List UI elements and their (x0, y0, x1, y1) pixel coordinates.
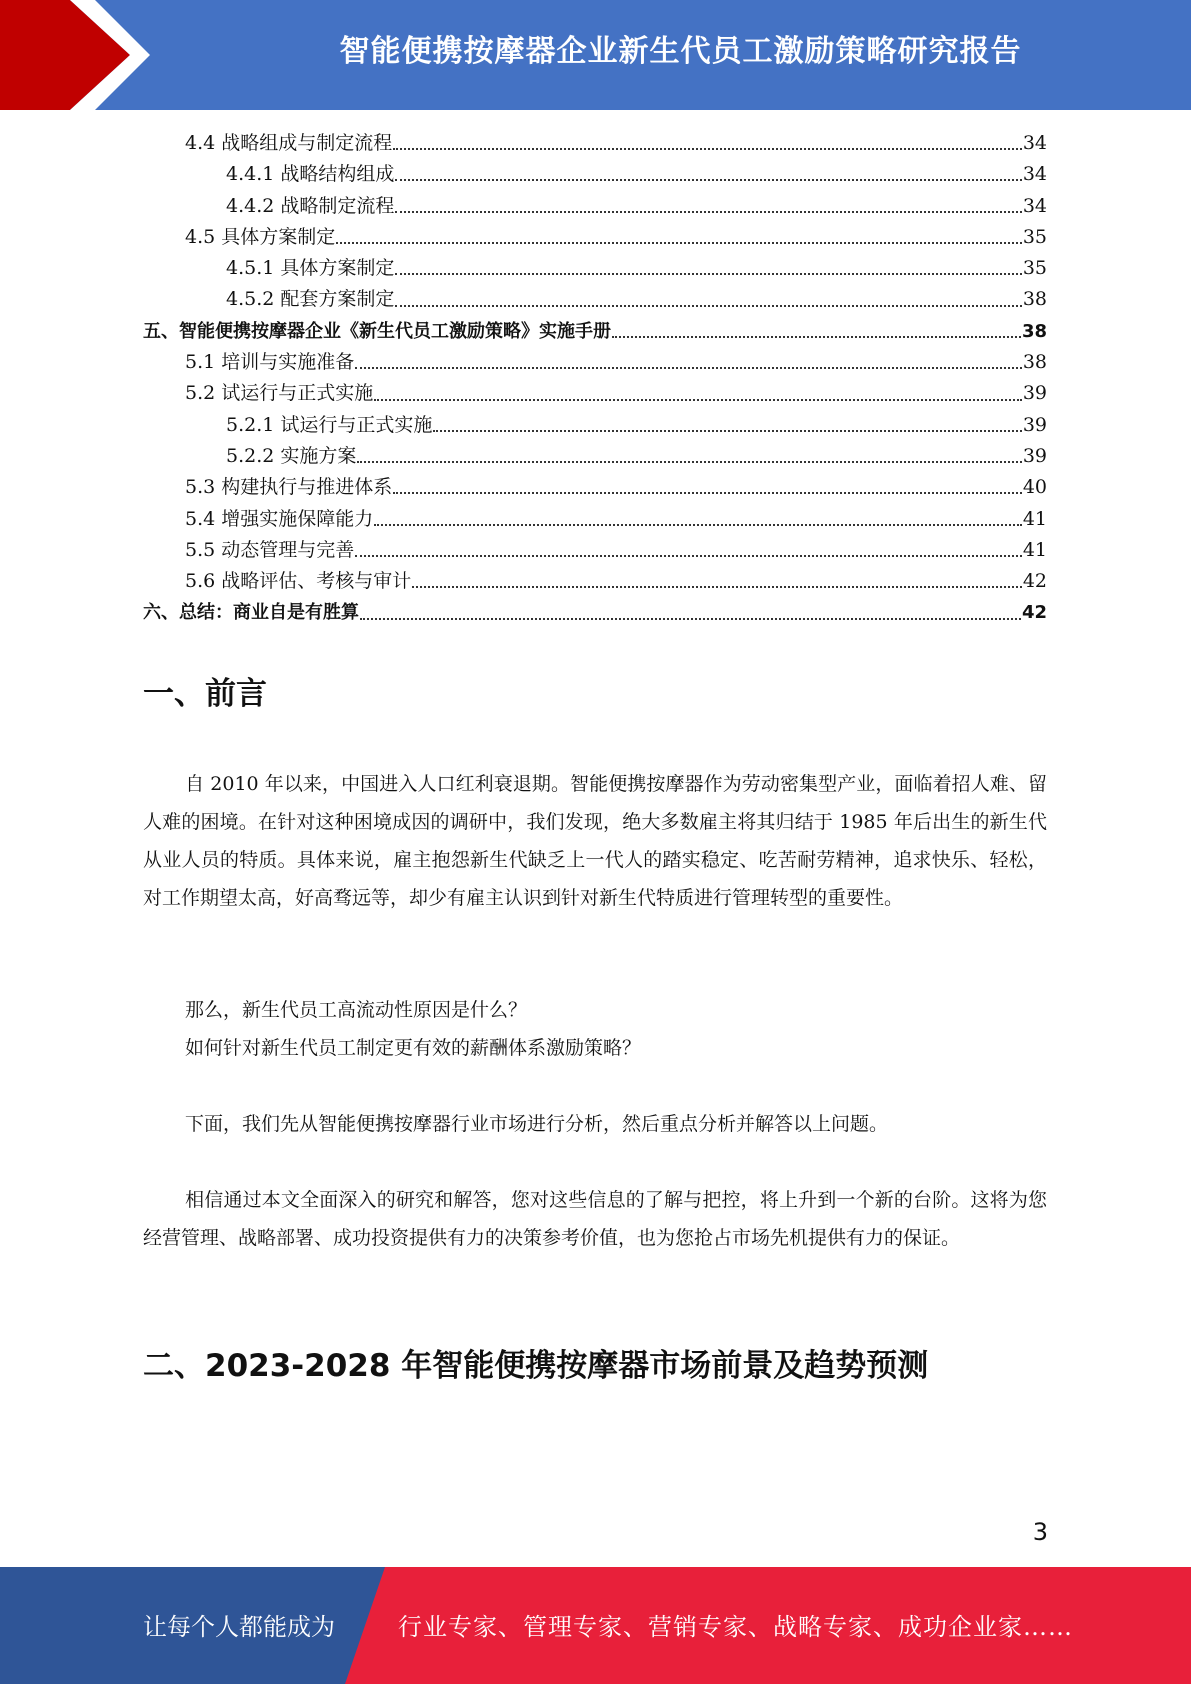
section-heading-market-forecast: 二、2023-2028 年智能便携按摩器市场前景及趋势预测 (143, 1348, 929, 1384)
toc-entry-page: 34 (1022, 132, 1047, 154)
toc-leader-dots (393, 148, 1022, 150)
toc-entry[interactable] (143, 597, 1047, 628)
toc-leader-dots (393, 492, 1022, 494)
paragraph-analysis (143, 1105, 1047, 1143)
toc-entry-label: 5.1 培训与实施准备 (185, 351, 355, 374)
toc-entry-page: 38 (1022, 288, 1047, 311)
toc-leader-dots (374, 524, 1022, 526)
toc-entry-label: 六、总结：商业自是有胜算 (143, 602, 359, 624)
toc-entry[interactable] (143, 472, 1047, 503)
paragraph-conclusion-text: 相信通过本文全面深入的研究和解答，您对这些信息的了解与把控，将上升到一个新的台阶。这将为您经营管理、战略部署、成功投资提供有力的决策参考价值，也为您抢占市场先机提供有力的保证。 (143, 1189, 1047, 1249)
paragraph-intro (143, 765, 1047, 917)
toc-entry[interactable] (143, 566, 1047, 597)
toc-entry-page: 39 (1022, 382, 1047, 405)
toc-entry-page: 41 (1022, 538, 1047, 561)
toc-leader-dots (355, 367, 1022, 369)
toc-entry[interactable] (143, 159, 1047, 190)
toc-entry-label: 5.5 动态管理与完善 (185, 538, 355, 561)
toc-entry[interactable] (143, 253, 1047, 284)
toc-leader-dots (395, 211, 1021, 213)
toc-entry[interactable] (143, 284, 1047, 315)
toc-entry-page: 40 (1022, 476, 1047, 499)
page-header (0, 0, 1191, 110)
toc-entry-label: 5.6 战略评估、考核与审计 (185, 570, 412, 593)
footer-slogan-right: 行业专家、管理专家、营销专家、战略专家、成功企业家…… (398, 1613, 1073, 1641)
toc-entry-label: 4.5.1 具体方案制定 (226, 257, 395, 280)
toc-leader-dots (412, 586, 1022, 588)
toc-leader-dots (395, 273, 1021, 275)
toc-entry-label: 五、智能便携按摩器企业《新生代员工激励策略》实施手册 (143, 320, 611, 342)
toc-leader-dots (612, 336, 1021, 338)
toc-leader-dots (395, 179, 1021, 181)
toc-entry[interactable] (143, 316, 1047, 347)
toc-entry-page: 34 (1022, 163, 1047, 186)
toc-entry[interactable] (143, 535, 1047, 566)
toc-entry-page: 41 (1022, 507, 1047, 530)
toc-entry-label: 5.2.1 试运行与正式实施 (226, 413, 433, 436)
paragraph-analysis-text: 下面，我们先从智能便携按摩器行业市场进行分析，然后重点分析并解答以上问题。 (185, 1113, 889, 1135)
toc-entry[interactable] (143, 222, 1047, 253)
toc-entry-page: 39 (1022, 413, 1047, 436)
toc-entry-label: 5.4 增强实施保障能力 (185, 507, 374, 530)
toc-entry-page: 35 (1022, 257, 1047, 280)
footer-slogan-left: 让每个人都能成为 (143, 1613, 335, 1641)
toc-leader-dots (357, 461, 1021, 463)
question-2: 如何针对新生代员工制定更有效的薪酬体系激励策略？ (185, 1037, 642, 1059)
toc-entry-page: 42 (1022, 570, 1047, 593)
report-title: 智能便携按摩器企业新生代员工激励策略研究报告 (339, 34, 1022, 69)
toc-entry[interactable] (143, 410, 1047, 441)
section-heading-preface: 一、前言 (143, 676, 267, 712)
toc-entry-label: 4.5.2 配套方案制定 (226, 288, 395, 311)
toc-leader-dots (336, 242, 1022, 244)
toc-entry-label: 5.2.2 实施方案 (226, 444, 357, 467)
toc-leader-dots (433, 430, 1021, 432)
toc-entry[interactable] (143, 191, 1047, 222)
toc-entry-page: 39 (1022, 444, 1047, 467)
toc-entry-label: 5.3 构建执行与推进体系 (185, 476, 393, 499)
toc-entry-page: 42 (1021, 602, 1047, 624)
paragraph-intro-text: 自 2010 年以来，中国进入人口红利衰退期。智能便携按摩器作为劳动密集型产业，面临着招人难、留人难的困境。在针对这种困境成因的调研中，我们发现，绝大多数雇主将其归结于 1985 年后出生的新生代从业人员的特质。具体来说，雇主抱怨新生代缺乏上一代人的踏实稳定、吃苦耐劳精神，追求快乐、轻松，对工作期望太高，好高骛远等，却少有雇主认识到针对新生代特质进行管理转型的重要性。 (143, 773, 1047, 909)
toc-entry-page: 34 (1022, 194, 1047, 217)
toc-entry[interactable] (143, 128, 1047, 159)
toc-entry-page: 35 (1022, 225, 1047, 248)
toc-entry-label: 5.2 试运行与正式实施 (185, 382, 374, 405)
toc-leader-dots (355, 555, 1022, 557)
page-number: 3 (1032, 1518, 1048, 1546)
toc-leader-dots (360, 618, 1021, 620)
toc-entry[interactable] (143, 378, 1047, 409)
page-footer (0, 1567, 1191, 1684)
toc-leader-dots (374, 399, 1022, 401)
question-1: 那么，新生代员工高流动性原因是什么？ (185, 999, 528, 1021)
toc-entry[interactable] (143, 504, 1047, 535)
table-of-contents (143, 128, 1047, 629)
toc-entry[interactable] (143, 347, 1047, 378)
toc-entry-label: 4.4.1 战略结构组成 (226, 163, 395, 186)
paragraph-conclusion (143, 1181, 1047, 1257)
toc-leader-dots (395, 305, 1021, 307)
toc-entry-page: 38 (1022, 351, 1047, 374)
toc-entry-label: 4.5 具体方案制定 (185, 225, 336, 248)
toc-entry-page: 38 (1021, 320, 1047, 342)
toc-entry-label: 4.4 战略组成与制定流程 (185, 132, 393, 154)
toc-entry-label: 4.4.2 战略制定流程 (226, 194, 395, 217)
toc-entry[interactable] (143, 441, 1047, 472)
